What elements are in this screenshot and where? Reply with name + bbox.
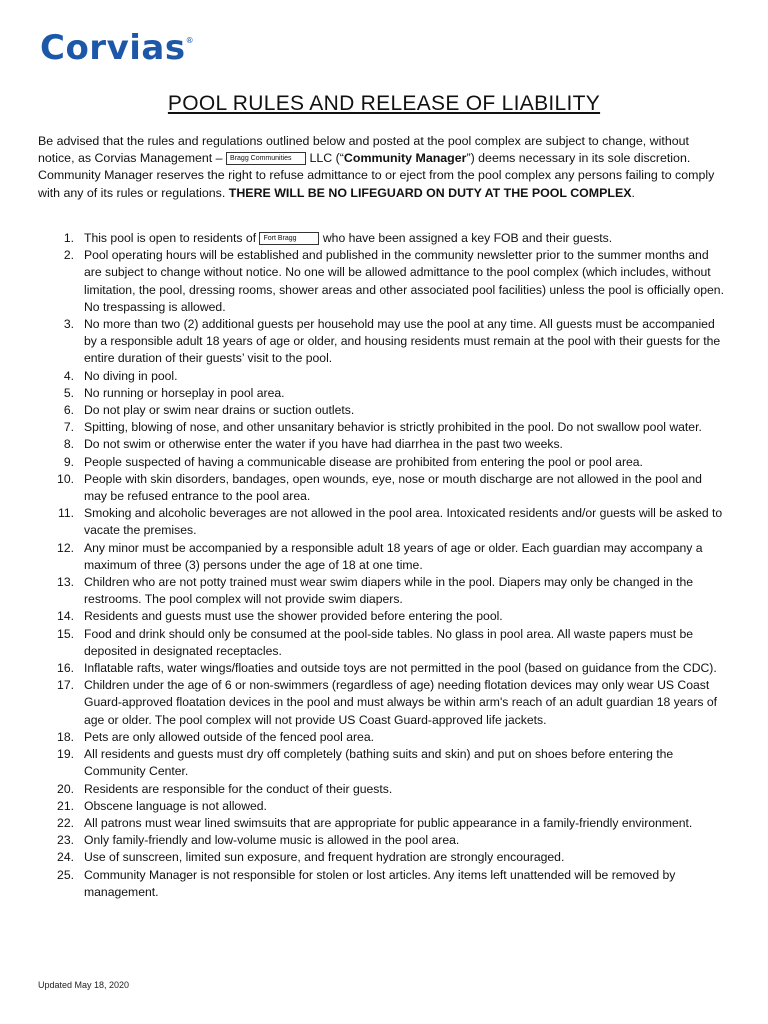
rule-item [38, 505, 728, 539]
rule-number: 23. [57, 833, 74, 848]
rule-item [38, 746, 728, 780]
rule-number: 6. [63, 403, 74, 418]
rule-number: 15. [57, 626, 74, 641]
rule-item [38, 247, 728, 316]
rule-item [38, 832, 728, 849]
page-title: POOL RULES AND RELEASE OF LIABILITY [167, 92, 601, 115]
rule-number: 21. [57, 798, 74, 813]
rule-number: 2. [63, 248, 74, 263]
intro-text-4: . [631, 185, 635, 200]
rule-number: 4. [63, 368, 74, 383]
rule-number: 24. [57, 850, 74, 865]
rule-text: Residents and guests must use the shower provided before entering the pool. [84, 609, 503, 624]
corvias-logo [40, 28, 194, 68]
rule-item [38, 574, 728, 608]
rule-text: Only family-friendly and low-volume music is allowed in the pool area. [84, 833, 460, 848]
rule-item [38, 626, 728, 660]
rule-text: Do not swim or otherwise enter the water if you have had diarrhea in the past two weeks. [84, 437, 563, 452]
rule-number: 18. [57, 729, 74, 744]
rule-text: No running or horseplay in pool area. [84, 385, 285, 400]
updated-date: Updated May 18, 2020 [38, 980, 130, 990]
rule-number: 5. [63, 385, 74, 400]
rule-text: Children under the age of 6 or non-swimmers (regardless of age) needing flotation devices may only wear US Coast Guard-approved floatation devices in the pool and must always be within arm's reach of an adult guardian 18 years of age or older. The pool complex will not provide US Coast Guard-approved life jackets. [84, 678, 718, 727]
rule-text: Inflatable rafts, water wings/floaties and outside toys are not permitted in the pool (based on guidance from the CDC). [84, 661, 717, 676]
rule-text: Obscene language is not allowed. [84, 798, 267, 813]
rule-number: 20. [57, 781, 74, 796]
rule-number: 16. [57, 661, 74, 676]
rule-text: No diving in pool. [84, 368, 178, 383]
rule-item [38, 660, 728, 677]
rule-text: Do not play or swim near drains or suction outlets. [84, 403, 355, 418]
installation-name-field[interactable]: Fort Bragg [259, 232, 319, 245]
rule-number: 9. [63, 454, 74, 469]
intro-text-3: ”) deems necessary in its sole discretion. Community Manager reserves the right to refuse admittance to or eject from the pool complex any persons failing to comply with any of its rules or regulations. [38, 151, 715, 200]
rule-item [38, 419, 728, 436]
registered-mark: ® [185, 36, 195, 45]
rule-number: 1. [63, 231, 74, 245]
rule-text: All residents and guests must dry off completely (bathing suits and skin) and put on shoes before entering the Community Center. [84, 747, 674, 779]
rule-text: All patrons must wear lined swimsuits that are appropriate for public appearance in a family-friendly environment. [84, 815, 693, 830]
rule-number: 11. [57, 506, 74, 521]
rule-item [38, 729, 728, 746]
rule-item [38, 230, 728, 247]
intro-paragraph [38, 133, 728, 202]
management-company-field[interactable]: Bragg Communities [226, 152, 306, 165]
rule-number: 8. [63, 437, 74, 452]
rule-item [38, 677, 728, 729]
intro-text-1: Be advised that the rules and regulations outlined below and posted at the pool complex are subject to change, without notice, as Corvias Management – [38, 134, 689, 166]
rule-item [38, 815, 728, 832]
rule-item [38, 402, 728, 419]
rule-item [38, 867, 728, 901]
rule-item [38, 385, 728, 402]
brand-name: Corvias [40, 28, 186, 68]
rule-text: who have been assigned a key FOB and their guests. [322, 231, 613, 245]
rule-text: Children who are not potty trained must wear swim diapers while in the pool. Diapers may only be changed in the restrooms. The pool complex will not provide swim diapers. [84, 575, 694, 607]
rule-number: 3. [63, 317, 74, 332]
rule-item [38, 608, 728, 625]
intro-text-2: LLC (“ [309, 151, 344, 166]
rule-item [38, 436, 728, 453]
rule-text: People with skin disorders, bandages, open wounds, eye, nose or mouth discharge are not allowed in the pool and may be refused entrance to the pool area. [84, 471, 702, 504]
intro-defined-term: Community Manager [343, 151, 467, 166]
rule-number: 7. [63, 420, 74, 435]
rule-text: Pool operating hours will be established and published in the community newsletter prior to the summer months and are subject to change without notice. No one will be allowed admittance to the pool complex (which includes, without limitation, the pool, dressing rooms, shower areas and other associated pool facilities) unless the pool is officially open. No trespassing is allowed. [84, 248, 724, 314]
rule-number: 19. [57, 747, 74, 762]
rule-item [38, 368, 728, 385]
no-lifeguard-warning: THERE WILL BE NO LIFEGUARD ON DUTY AT THE POOL COMPLEX [228, 185, 632, 200]
rule-text: People suspected of having a communicable disease are prohibited from entering the pool or pool area. [84, 454, 643, 469]
rule-text: Any minor must be accompanied by a responsible adult 18 years of age or older. Each guardian may accompany a maximum of three (3) persons under the age of 18 at one time. [84, 540, 703, 572]
rule-number: 13. [57, 575, 74, 590]
rule-text: Residents are responsible for the conduct of their guests. [84, 781, 393, 796]
rule-number: 25. [57, 867, 74, 882]
rule-item [38, 540, 728, 574]
rule-number: 22. [57, 815, 74, 830]
rule-item [38, 454, 728, 471]
rule-number: 10. [57, 471, 74, 486]
rule-number: 14. [57, 609, 74, 624]
rule-item [38, 781, 728, 798]
rule-item [38, 316, 728, 368]
rule-text: No more than two (2) additional guests per household may use the pool at any time. All guests must be accompanied by a responsible adult 18 years of age or older, and housing residents must remain at the pool with their guests for the entire duration of their guests’ visit to the pool. [84, 317, 721, 366]
rule-item [38, 798, 728, 815]
rule-text: Spitting, blowing of nose, and other unsanitary behavior is strictly prohibited in the pool. Do not swallow pool water. [84, 420, 702, 435]
rule-text: Food and drink should only be consumed at the pool-side tables. No glass in pool area. All waste papers must be deposited in designated receptacles. [84, 626, 694, 658]
rule-text: This pool is open to residents of [84, 231, 257, 245]
rules-list [38, 230, 728, 901]
rule-item [38, 471, 728, 505]
rule-number: 12. [57, 540, 74, 555]
rule-text: Community Manager is not responsible for stolen or lost articles. Any items left unattended will be removed by management. [84, 867, 676, 899]
rule-text: Smoking and alcoholic beverages are not allowed in the pool area. Intoxicated residents and/or guests will be asked to vacate the premises. [84, 506, 723, 538]
rule-text: Pets are only allowed outside of the fenced pool area. [84, 729, 374, 744]
rule-number: 17. [57, 678, 74, 693]
rule-text: Use of sunscreen, limited sun exposure, and frequent hydration are strongly encouraged. [84, 850, 565, 865]
rule-item [38, 849, 728, 866]
